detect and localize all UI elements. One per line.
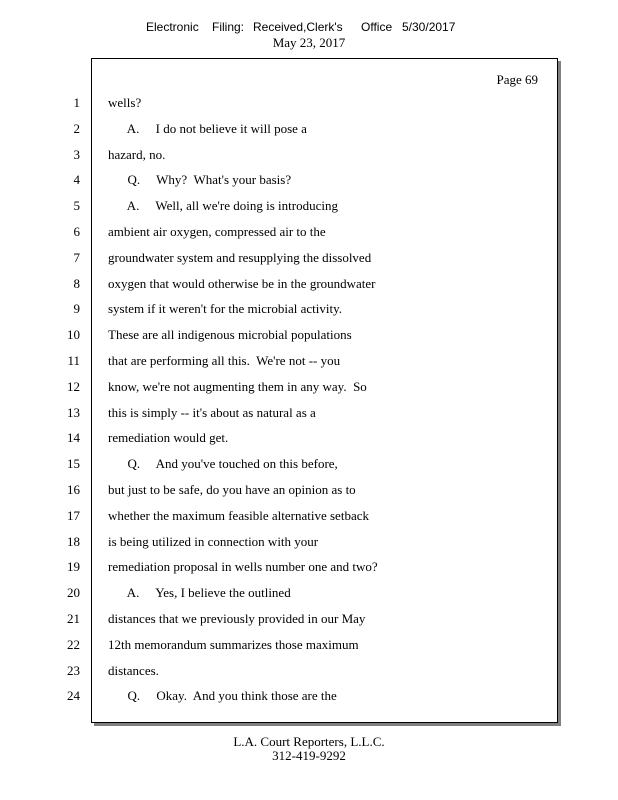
line-number: 8 — [73, 276, 80, 291]
stamp-date: 5/30/2017 — [402, 20, 456, 34]
stamp-received: Received,Clerk's — [253, 20, 343, 34]
line-number: 18 — [67, 534, 80, 549]
line-number: 2 — [73, 121, 80, 136]
line-number: 20 — [67, 585, 80, 600]
line-text: that are performing all this. We're not -- you — [108, 353, 341, 368]
line-text: but just to be safe, do you have an opinion as to — [108, 482, 356, 497]
line-text: is being utilized in connection with your — [108, 534, 319, 549]
line-text: Q. Why? What's your basis? — [108, 172, 292, 187]
line-text: oxygen that would otherwise be in the groundwater — [108, 276, 376, 291]
line-text: Q. And you've touched on this before, — [108, 456, 338, 471]
line-number: 9 — [73, 301, 80, 316]
footer-phone: 312-419-9292 — [272, 748, 346, 763]
line-text: hazard, no. — [108, 147, 166, 162]
line-number: 16 — [67, 482, 80, 497]
line-number: 15 — [67, 456, 80, 471]
stamp-electronic: Electronic — [146, 20, 199, 34]
line-number: 7 — [73, 250, 80, 265]
line-text: distances that we previously provided in our May — [108, 611, 366, 626]
line-text: whether the maximum feasible alternative setback — [108, 508, 369, 523]
stamp-filing: Filing: — [212, 20, 245, 34]
page-number: Page 69 — [496, 72, 538, 87]
transcript-date: May 23, 2017 — [272, 35, 346, 50]
line-number: 12 — [67, 379, 80, 394]
line-text: distances. — [108, 663, 159, 678]
line-number: 1 — [73, 95, 80, 110]
line-number: 23 — [67, 663, 80, 678]
line-text: ambient air oxygen, compressed air to the — [108, 224, 326, 239]
line-text: 12th memorandum summarizes those maximum — [108, 637, 359, 652]
line-text: A. Yes, I believe the outlined — [108, 585, 291, 600]
line-number: 21 — [67, 611, 80, 626]
stamp-office: Office — [361, 20, 393, 34]
line-number: 22 — [67, 637, 80, 652]
line-text: remediation would get. — [108, 430, 229, 445]
footer-company: L.A. Court Reporters, L.L.C. — [233, 734, 385, 749]
line-text: know, we're not augmenting them in any way. So — [108, 379, 367, 394]
line-number: 24 — [67, 688, 80, 703]
line-number: 5 — [73, 198, 80, 213]
line-text: system if it weren't for the microbial activity. — [108, 301, 342, 316]
line-number: 17 — [67, 508, 80, 523]
line-number: 6 — [73, 224, 80, 239]
line-text: remediation proposal in wells number one and two? — [108, 559, 378, 574]
line-text: A. Well, all we're doing is introducing — [108, 198, 338, 213]
line-number: 10 — [67, 327, 80, 342]
line-text: A. I do not believe it will pose a — [108, 121, 307, 136]
line-text: These are all indigenous microbial populations — [108, 327, 352, 342]
line-number: 14 — [67, 430, 80, 445]
line-text: wells? — [108, 95, 142, 110]
line-number: 3 — [73, 147, 80, 162]
line-text: this is simply -- it's about as natural as a — [108, 405, 316, 420]
line-number: 4 — [73, 172, 80, 187]
line-text: groundwater system and resupplying the dissolved — [108, 250, 372, 265]
line-number: 19 — [67, 559, 80, 574]
line-number: 11 — [67, 353, 80, 368]
line-text: Q. Okay. And you think those are the — [108, 688, 337, 703]
line-number: 13 — [67, 405, 80, 420]
